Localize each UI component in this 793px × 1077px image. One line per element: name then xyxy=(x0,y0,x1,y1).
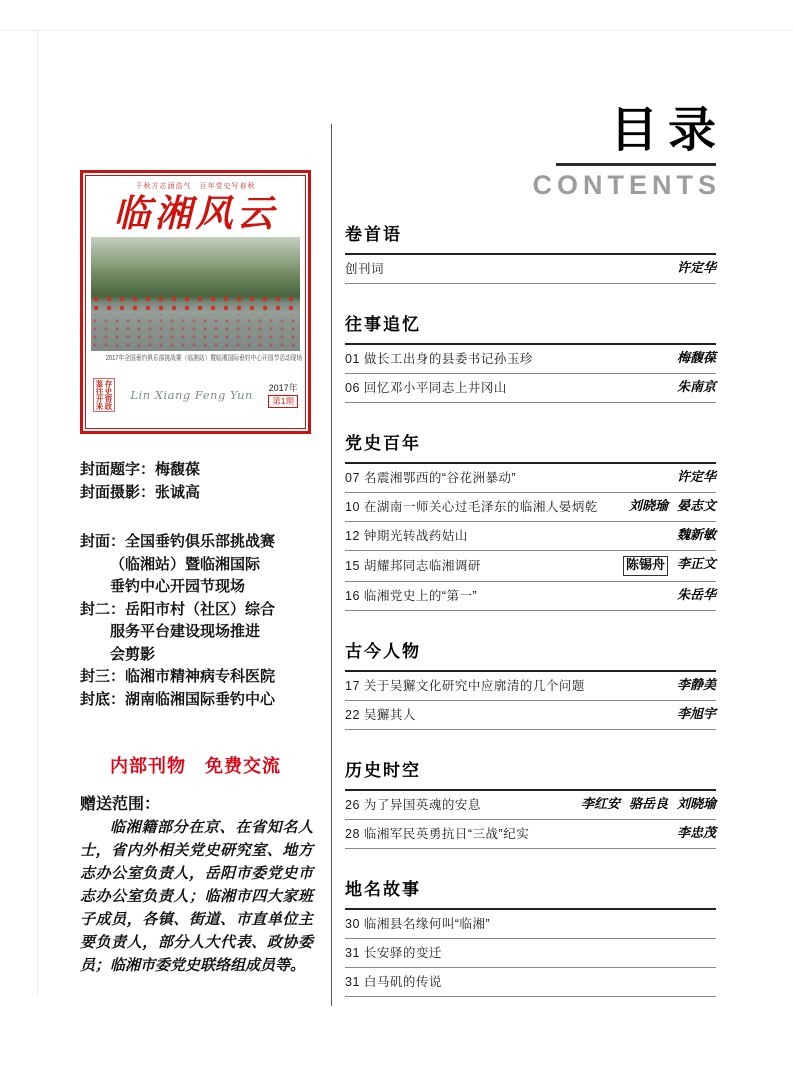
item-title: 07 名震湘鄂西的“谷花洲暴动” xyxy=(345,471,517,485)
item-authors xyxy=(677,587,716,605)
item-authors xyxy=(677,825,716,843)
toc-section xyxy=(345,637,716,730)
toc-item xyxy=(345,910,716,939)
author-name: 许定华 xyxy=(676,470,716,485)
author-name: 骆岳良 xyxy=(628,797,668,812)
cover-photo-caption: 2017年全国垂钓俱乐部挑战赛（临湘站）暨临湘国际垂钓中心开园节活动现场 xyxy=(105,355,303,362)
item-authors xyxy=(623,556,716,576)
author-name: 晏志文 xyxy=(676,499,716,514)
cover-seal-col1: 存史资政 xyxy=(104,380,113,410)
cover-notes xyxy=(80,530,317,710)
author-name: 李红安 xyxy=(580,797,620,812)
cover-photo xyxy=(91,237,300,351)
author-name: 魏新敏 xyxy=(676,528,716,543)
vertical-divider xyxy=(331,124,332,1006)
item-authors xyxy=(677,469,716,487)
toc-item xyxy=(345,464,716,493)
cover-footer xyxy=(93,366,298,424)
item-title: 12 钟期光转战药姑山 xyxy=(345,529,468,543)
note-line: （临湘站）暨临湘国际 xyxy=(110,554,261,573)
cover-credits xyxy=(80,458,200,504)
note-line: 服务平台建设现场推进 xyxy=(110,622,261,640)
section-title: 历史时空 xyxy=(345,756,716,791)
item-title: 26 为了异国英魂的安息 xyxy=(345,798,481,812)
section-title: 往事追忆 xyxy=(345,310,716,345)
item-title: 01 做长工出身的县委书记孙玉珍 xyxy=(345,352,533,366)
item-title: 30 临湘县名缘何叫“临湘” xyxy=(345,917,491,931)
toc-item xyxy=(345,968,716,997)
item-authors xyxy=(677,527,716,545)
item-title: 创刊词 xyxy=(345,262,385,276)
cover-note xyxy=(80,598,317,666)
credit-line: 封面摄影：张诚高 xyxy=(80,483,201,501)
author-name: 朱岳华 xyxy=(676,588,716,603)
cover-issue-block xyxy=(268,383,298,408)
cover-masthead-title: 临湘风云 xyxy=(113,191,278,235)
toc-item xyxy=(345,939,716,968)
author-name: 李静美 xyxy=(676,678,716,693)
toc-item xyxy=(345,791,716,820)
magazine-cover xyxy=(80,170,311,434)
scan-edge-horizontal xyxy=(0,30,793,31)
author-name: 李旭宇 xyxy=(676,707,716,722)
toc-section xyxy=(345,756,716,849)
cover-note xyxy=(80,688,317,711)
note-line: 封三：临湘市精神病专科医院 xyxy=(80,667,276,685)
toc-item xyxy=(345,522,716,551)
item-authors xyxy=(677,379,716,397)
item-authors xyxy=(677,706,716,724)
cover-seal-col2: 鉴往开来 xyxy=(95,380,104,410)
item-title: 31 白马矶的传说 xyxy=(345,975,442,989)
toc-item xyxy=(345,701,716,730)
author-name: 刘晓瑜 xyxy=(628,499,668,514)
item-title: 16 临湘党史上的“第一” xyxy=(345,589,478,603)
cover-note xyxy=(80,665,317,688)
section-title: 地名故事 xyxy=(345,875,716,910)
cover-inner-frame xyxy=(85,175,306,429)
toc-item xyxy=(345,374,716,403)
toc-item xyxy=(345,551,716,582)
distribution-range-title: 赠送范围： xyxy=(80,794,161,813)
internal-publication-notice: 内部刊物 免费交流 xyxy=(110,756,281,777)
toc-header xyxy=(420,104,726,200)
toc-sections xyxy=(345,220,716,997)
section-title: 党史百年 xyxy=(345,429,716,464)
toc-item xyxy=(345,345,716,374)
author-name: 许定华 xyxy=(676,261,716,276)
scan-edge-vertical xyxy=(37,30,38,995)
cover-note xyxy=(80,530,317,598)
note-line: 封面：全国垂钓俱乐部挑战赛 xyxy=(80,532,276,550)
cover-pinyin-title: Lin Xiang Feng Yun xyxy=(130,388,253,402)
toc-section xyxy=(345,429,716,611)
note-line: 封二：岳阳市村（社区）综合 xyxy=(80,599,276,618)
toc-title: 目录 xyxy=(609,104,726,157)
author-name: 李忠茂 xyxy=(676,826,716,841)
item-title: 22 吴獬其人 xyxy=(345,708,416,722)
item-authors xyxy=(677,677,716,695)
note-line: 封底：湖南临湘国际垂钓中心 xyxy=(80,689,276,708)
toc-section xyxy=(345,220,716,284)
item-title: 31 长安驿的变迁 xyxy=(345,946,442,960)
toc-item xyxy=(345,582,716,611)
item-authors xyxy=(677,350,716,368)
item-authors xyxy=(581,796,716,814)
toc-title-rule xyxy=(556,163,716,166)
item-title: 17 关于吴獬文化研究中应廓清的几个问题 xyxy=(345,679,585,693)
section-title: 古今人物 xyxy=(345,637,716,672)
cover-issue-number: 第1期 xyxy=(268,395,298,408)
section-title: 卷首语 xyxy=(345,220,716,255)
author-name: 梅馥葆 xyxy=(676,351,716,366)
item-title: 28 临湘军民英勇抗日“三战”纪实 xyxy=(345,827,530,841)
toc-item xyxy=(345,672,716,701)
note-line: 会剪影 xyxy=(110,644,156,663)
item-title: 06 回忆邓小平同志上井冈山 xyxy=(345,381,507,395)
item-authors xyxy=(677,260,716,278)
cover-seal-text xyxy=(93,378,115,412)
author-name: 陈锡舟 xyxy=(623,556,668,576)
cover-year: 2017年 xyxy=(268,382,298,393)
credit-line: 封面题字：梅馥葆 xyxy=(80,460,201,478)
toc-section xyxy=(345,310,716,403)
toc-section xyxy=(345,875,716,997)
toc-item xyxy=(345,493,716,522)
toc-item xyxy=(345,820,716,849)
cover-tagline: 千秋方志涵浩气 百年党史写春秋 xyxy=(135,183,256,190)
toc-subtitle: CONTENTS xyxy=(532,170,721,200)
toc-item xyxy=(345,255,716,284)
note-line: 垂钓中心开园节现场 xyxy=(110,577,246,595)
author-name: 朱南京 xyxy=(676,380,716,395)
distribution-range-text: 临湘籍部分在京、在省知名人士，省内外相关党史研究室、地方志办公室负责人，岳阳市委党史市志办公室负责人；临湘市四大家班子成员，各镇、街道、市直单位主要负责人，部分人大代表、政协委员；临湘市委党史联络组成员等。 xyxy=(80,818,313,974)
item-authors xyxy=(629,498,716,516)
item-title: 15 胡耀邦同志临湘调研 xyxy=(345,559,481,573)
item-title: 10 在湖南一师关心过毛泽东的临湘人晏炳乾 xyxy=(345,500,598,514)
author-name: 刘晓瑜 xyxy=(676,797,716,812)
author-name: 李正文 xyxy=(676,557,716,572)
